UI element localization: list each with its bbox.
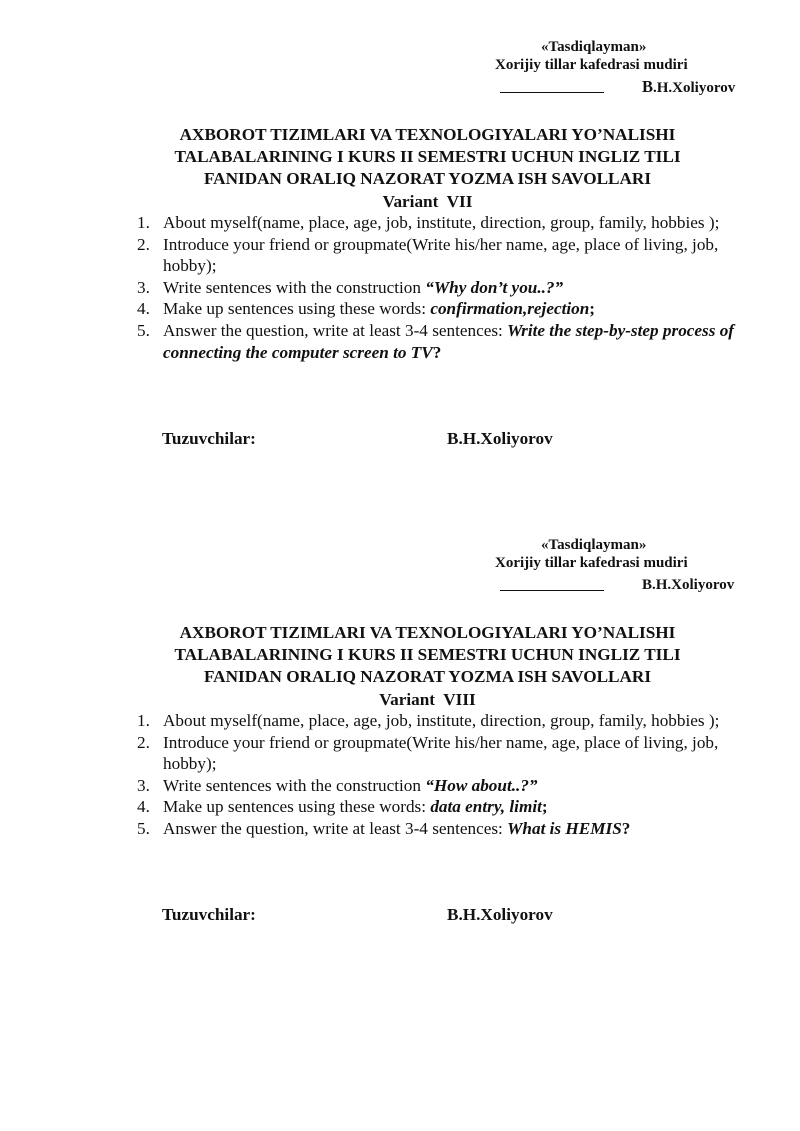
signature-line bbox=[500, 92, 604, 93]
question-text: About myself(name, place, age, job, institute, direction, group, family, hobbies ); bbox=[163, 711, 720, 730]
question-text: Answer the question, write at least 3-4 sentences: bbox=[163, 818, 508, 838]
question-item bbox=[137, 710, 747, 732]
approver-name-initial: B bbox=[642, 577, 653, 593]
question-end: ; bbox=[589, 299, 596, 319]
approval-title: «Tasdiqlayman» bbox=[541, 537, 647, 553]
question-item bbox=[137, 732, 747, 775]
authors-name: B.H.Xoliyorov bbox=[447, 429, 553, 448]
question-text: Introduce your friend or groupmate(Write his/her name, age, place of living, job, hobby); bbox=[163, 234, 719, 276]
authors-label: Tuzuvchilar: bbox=[162, 429, 256, 448]
question-text: Write sentences with the construction bbox=[163, 277, 426, 297]
question-text: Make up sentences using these words: bbox=[163, 299, 431, 319]
approver-name-rest: .H.Xoliyorov bbox=[652, 577, 735, 593]
question-emphasis: What is HEMIS bbox=[507, 818, 622, 838]
approval-stamp bbox=[0, 534, 800, 598]
question-item bbox=[137, 298, 747, 320]
question-text: Write sentences with the construction bbox=[163, 775, 426, 795]
question-number: 4. bbox=[137, 299, 150, 319]
question-text: Make up sentences using these words: bbox=[163, 797, 431, 817]
approver-name-initial: B bbox=[642, 77, 654, 96]
question-list bbox=[137, 212, 747, 363]
signature-line bbox=[500, 590, 604, 591]
approval-position: Xorijiy tillar kafedrasi mudiri bbox=[495, 57, 688, 73]
question-number: 3. bbox=[137, 277, 150, 297]
question-emphasis: “How about..?” bbox=[425, 775, 538, 795]
variant-label: Variant VII bbox=[382, 191, 473, 211]
heading-line-3: FANIDAN ORALIQ NAZORAT YOZMA ISH SAVOLLARI bbox=[203, 667, 652, 687]
question-end: ; bbox=[541, 797, 548, 817]
authors-label: Tuzuvchilar: bbox=[162, 905, 256, 924]
question-emphasis: “Why don’t you..?” bbox=[425, 277, 564, 297]
question-text: About myself(name, place, age, job, institute, direction, group, family, hobbies ); bbox=[163, 213, 720, 232]
heading-line-3: FANIDAN ORALIQ NAZORAT YOZMA ISH SAVOLLARI bbox=[203, 169, 652, 189]
heading-line-1: AXBOROT TIZIMLARI VA TEXNOLOGIYALARI YO’NALISHI bbox=[179, 125, 676, 144]
question-number: 2. bbox=[137, 732, 150, 752]
document-heading bbox=[0, 622, 800, 711]
approver-name bbox=[642, 574, 734, 596]
question-number: 3. bbox=[137, 775, 150, 795]
question-number: 4. bbox=[137, 797, 150, 817]
question-item bbox=[137, 818, 747, 840]
approval-title: «Tasdiqlayman» bbox=[541, 39, 647, 55]
approval-position: Xorijiy tillar kafedrasi mudiri bbox=[495, 555, 688, 571]
question-emphasis: data entry, limit bbox=[430, 797, 542, 817]
question-item bbox=[137, 212, 747, 234]
variant-block-viii bbox=[0, 534, 800, 924]
question-item bbox=[137, 796, 747, 818]
approver-name bbox=[642, 76, 735, 99]
question-end: ? bbox=[621, 818, 631, 838]
question-item bbox=[137, 277, 747, 299]
question-emphasis: confirmation,rejection bbox=[430, 299, 590, 319]
variant-label: Variant VIII bbox=[379, 689, 476, 709]
question-number: 5. bbox=[137, 818, 150, 838]
question-number: 1. bbox=[137, 213, 150, 232]
heading-line-1: AXBOROT TIZIMLARI VA TEXNOLOGIYALARI YO’NALISHI bbox=[179, 623, 676, 642]
variant-block-vii bbox=[0, 36, 800, 448]
question-end: ? bbox=[432, 342, 442, 362]
question-item bbox=[137, 320, 747, 363]
question-number: 2. bbox=[137, 234, 150, 254]
document-heading bbox=[0, 124, 800, 213]
approval-stamp bbox=[0, 36, 800, 100]
approver-name-rest: .H.Xoliyorov bbox=[653, 80, 736, 96]
question-emphasis: Write the step-by-step process of connecting the computer screen to TV bbox=[163, 320, 735, 362]
question-item bbox=[137, 775, 747, 797]
question-item bbox=[137, 234, 747, 277]
authors-name: B.H.Xoliyorov bbox=[447, 905, 553, 924]
heading-line-2: TALABALARINING I KURS II SEMESTRI UCHUN INGLIZ TILI bbox=[174, 645, 681, 665]
question-text: Introduce your friend or groupmate(Write his/her name, age, place of living, job, hobby); bbox=[163, 732, 719, 774]
question-number: 1. bbox=[137, 711, 150, 730]
question-text: Answer the question, write at least 3-4 sentences: bbox=[163, 320, 508, 340]
heading-line-2: TALABALARINING I KURS II SEMESTRI UCHUN INGLIZ TILI bbox=[174, 147, 681, 167]
question-list bbox=[137, 710, 747, 840]
question-number: 5. bbox=[137, 320, 150, 340]
